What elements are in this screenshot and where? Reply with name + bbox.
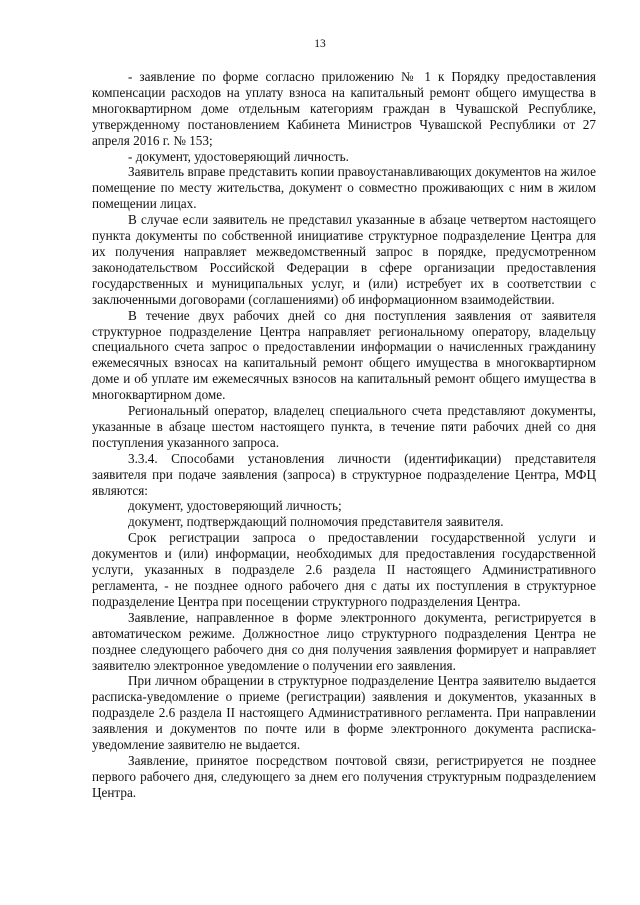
paragraph: В течение двух рабочих дней со дня поступления заявления от заявителя структурное подразделение Центра направляет региональному оператору, владельцу специального счета запрос о предоставлении информации о начисленных гражданину ежемесячных взносах на капитальный ремонт общего имущества в многоквартирном доме и об уплате им ежемесячных взносов на капитальный ремонт общего имущества в многоквартирном доме. [92,307,596,403]
paragraph: Заявитель вправе представить копии правоустанавливающих документов на жилое помещение по месту жительства, документ о совместно проживающих с ним в жилом помещении лицах. [92,164,596,212]
paragraph: При личном обращении в структурное подразделение Центра заявителю выдается расписка-уведомление о приеме (регистрации) заявления и документов, указанных в подразделе 2.6 раздела II настоящего Административного регламента. При направлении заявления и документов по почте или в форме электронного документа расписка-уведомление заявителю не выдается. [92,673,596,753]
paragraph: 3.3.4. Способами установления личности (идентификации) представителя заявителя при подаче заявления (запроса) в структурное подразделение Центра, МФЦ являются: [92,450,596,498]
page-number: 13 [314,38,326,50]
paragraph: документ, удостоверяющий личность; [128,498,342,514]
paragraph: Региональный оператор, владелец специального счета представляют документы, указанные в абзаце шестом настоящего пункта, в течение пяти рабочих дней со дня поступления указанного запроса. [92,403,596,450]
paragraph: - документ, удостоверяющий личность. [128,148,349,164]
paragraph: Заявление, принятое посредством почтовой связи, регистрируется не позднее первого рабочего дня, следующего за днем его получения структурным подразделением Центра. [92,752,596,800]
paragraph: документ, подтверждающий полномочия представителя заявителя. [128,514,504,530]
paragraph: Срок регистрации запроса о предоставлении государственной услуги и документов и (или) информации, необходимых для предоставления государственной услуги, указанных в подразделе 2.6 раздела II настоящего Административного регламента, - не позднее одного рабочего дня с даты их поступления в структурное подразделение Центра при посещении структурного подразделения Центра. [92,530,596,609]
document-body [92,69,596,801]
paragraph: - заявление по форме согласно приложению № 1 к Порядку предоставления компенсации расходов на уплату взноса на капитальный ремонт общего имущества в многоквартирном доме отдельным категориям граждан в Чувашской Республике, утвержденному постановлением Кабинета Министров Чувашской Республики от 27 апреля 2016 г. № 153; [92,69,596,148]
paragraph: В случае если заявитель не представил указанные в абзаце четвертом настоящего пункта документы по собственной инициативе структурное подразделение Центра для их получения направляет межведомственный запрос в порядке, предусмотренном законодательством Российской Федерации в сфере организации предоставления государственных и муниципальных услуг, и (или) истребует их в соответствии с заключенными договорами (соглашениями) об информационном взаимодействии. [92,212,596,307]
paragraph: Заявление, направленное в форме электронного документа, регистрируется в автоматическом режиме. Должностное лицо структурного подразделения Центра не позднее следующего рабочего дня со дня получения заявления формирует и направляет заявителю электронное уведомление о получении его заявления. [92,609,596,673]
